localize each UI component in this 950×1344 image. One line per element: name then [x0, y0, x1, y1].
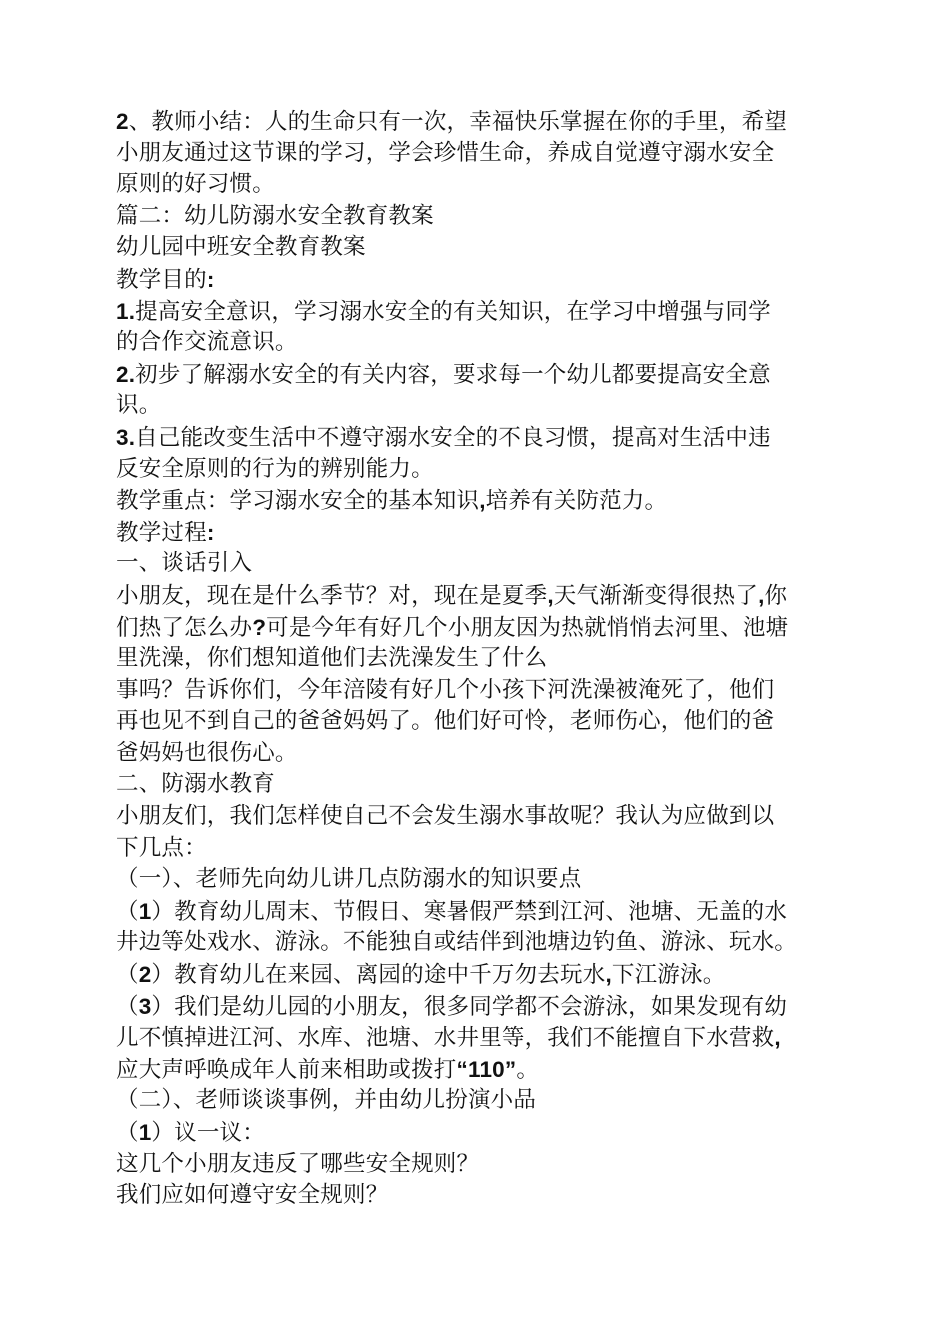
- text-run: 小朋友，现在是什么季节？对，现在是夏季: [116, 582, 548, 609]
- text-run: 儿不慎掉进江河、水库、池塘、水井里等，我们不能擅自下水营救: [116, 1025, 775, 1052]
- text-line: [116, 232, 856, 264]
- text-run: 应大声呼唤成年人前来相助或拨打: [116, 1056, 457, 1083]
- text-line: [116, 675, 856, 707]
- text-line: [116, 1149, 856, 1181]
- text-run: 们热了怎么办: [116, 614, 253, 641]
- text-run: 篇二：幼儿防溺水安全教育教案: [116, 202, 434, 229]
- bold-text: 3.: [116, 424, 136, 450]
- text-run: 。: [516, 1056, 540, 1083]
- text-line: [116, 1085, 856, 1117]
- text-run: （: [116, 962, 139, 989]
- text-line: [116, 580, 856, 612]
- text-line: [116, 864, 856, 896]
- text-line: [116, 390, 856, 422]
- text-run: 这几个小朋友违反了哪些安全规则？: [116, 1150, 480, 1177]
- text-line: [116, 706, 856, 738]
- bold-text: 2.: [116, 361, 136, 387]
- text-line: [116, 359, 856, 391]
- bold-text: 3: [138, 993, 152, 1019]
- text-line: [116, 106, 856, 138]
- text-run: 反安全原则的行为的辨别能力。: [116, 455, 434, 482]
- text-line: [116, 138, 856, 170]
- text-run: （一）、老师先向幼儿讲几点防溺水的知识要点: [116, 866, 582, 893]
- text-run: 培养有关防范力。: [485, 488, 668, 515]
- text-run: 小朋友通过这节课的学习，学会珍惜生命，养成自觉遵守溺水安全: [116, 139, 775, 166]
- text-run: 爸妈妈也很伤心。: [116, 739, 298, 766]
- text-line: [116, 454, 856, 486]
- bold-text: :: [206, 519, 215, 545]
- text-run: 你: [764, 582, 788, 609]
- bold-text: ?: [252, 614, 267, 640]
- text-line: [116, 1117, 856, 1149]
- text-line: [116, 1022, 856, 1054]
- text-line: [116, 896, 856, 928]
- text-run: （: [116, 993, 139, 1020]
- text-line: [116, 769, 856, 801]
- text-line: [116, 959, 856, 991]
- text-run: 的合作交流意识。: [116, 329, 298, 356]
- text-run: 提高安全意识，学习溺水安全的有关知识，在学习中增强与同学: [135, 298, 771, 325]
- text-run: 下江游泳。: [611, 962, 726, 989]
- bold-text: 2: [138, 962, 152, 988]
- text-run: ）教育幼儿周末、节假日、寒暑假严禁到江河、池塘、无盖的水: [151, 898, 788, 925]
- text-run: 天气渐渐变得很热了: [553, 582, 759, 609]
- document-body: [116, 106, 856, 1212]
- bold-text: ,: [547, 582, 554, 608]
- bold-text: ,: [758, 582, 765, 608]
- text-line: [116, 833, 856, 865]
- text-run: ）我们是幼儿园的小朋友，很多同学都不会游泳，如果发现有幼: [151, 993, 788, 1020]
- text-line: [116, 422, 856, 454]
- text-line: [116, 991, 856, 1023]
- text-run: 幼儿园中班安全教育教案: [116, 234, 366, 261]
- text-run: 识。: [116, 392, 162, 419]
- text-run: 教学过程: [116, 519, 207, 546]
- text-line: [116, 1054, 856, 1086]
- text-run: 小朋友们，我们怎样使自己不会发生溺水事故呢？我认为应做到以: [116, 803, 775, 830]
- text-run: 再也见不到自己的爸爸妈妈了。他们好可怜，老师伤心，他们的爸: [116, 708, 775, 735]
- text-run: 教学重点：学习溺水安全的基本知识: [116, 488, 480, 515]
- text-line: [116, 548, 856, 580]
- text-run: （: [116, 898, 139, 925]
- text-run: 二、防溺水教育: [116, 771, 275, 798]
- bold-text: “110”: [456, 1056, 517, 1082]
- text-run: 教学目的: [116, 266, 207, 293]
- text-line: [116, 738, 856, 770]
- text-run: ）议一议：: [151, 1120, 265, 1146]
- text-run: 下几点：: [116, 834, 207, 861]
- text-run: 事吗？告诉你们，今年涪陵有好几个小孩下河洗澡被淹死了，他们: [116, 676, 775, 703]
- text-run: ）教育幼儿在来园、离园的途中千万勿去玩水: [151, 962, 606, 989]
- text-run: 我们应如何遵守安全规则？: [116, 1182, 389, 1209]
- bold-text: ,: [605, 962, 612, 988]
- text-run: 里洗澡，你们想知道他们去洗澡发生了什么: [116, 645, 548, 672]
- text-run: （二）、老师谈谈事例，并由幼儿扮演小品: [116, 1087, 537, 1114]
- text-line: [116, 612, 856, 644]
- bold-text: :: [206, 266, 215, 292]
- bold-text: 2: [116, 109, 129, 134]
- text-run: 自己能改变生活中不遵守溺水安全的不良习惯，提高对生活中违: [135, 424, 771, 451]
- bold-text: 1: [138, 898, 152, 924]
- text-line: [116, 801, 856, 833]
- text-run: 原则的好习惯。: [116, 171, 275, 198]
- text-run: 可是今年有好几个小朋友因为热就悄悄去河里、池塘: [266, 614, 789, 641]
- text-line: [116, 517, 856, 549]
- text-run: 井边等处戏水、游泳。不能独自或结伴到池塘边钓鱼、游泳、玩水。: [116, 929, 798, 956]
- text-line: [116, 201, 856, 233]
- text-run: 、教师小结：人的生命只有一次，幸福快乐掌握在你的手里，希望: [128, 109, 788, 135]
- text-run: 初步了解溺水安全的有关内容，要求每一个幼儿都要提高安全意: [135, 361, 771, 388]
- text-line: [116, 327, 856, 359]
- text-line: [116, 296, 856, 328]
- text-line: [116, 485, 856, 517]
- text-line: [116, 169, 856, 201]
- bold-text: 1.: [116, 298, 136, 324]
- text-line: [116, 927, 856, 959]
- bold-text: ,: [774, 1025, 781, 1051]
- text-line: [116, 264, 856, 296]
- bold-text: 1: [138, 1120, 152, 1145]
- bold-text: ,: [479, 488, 486, 514]
- text-run: 一、谈话引入: [116, 550, 253, 577]
- text-run: （: [116, 1120, 139, 1146]
- text-line: [116, 1180, 856, 1212]
- text-line: [116, 643, 856, 675]
